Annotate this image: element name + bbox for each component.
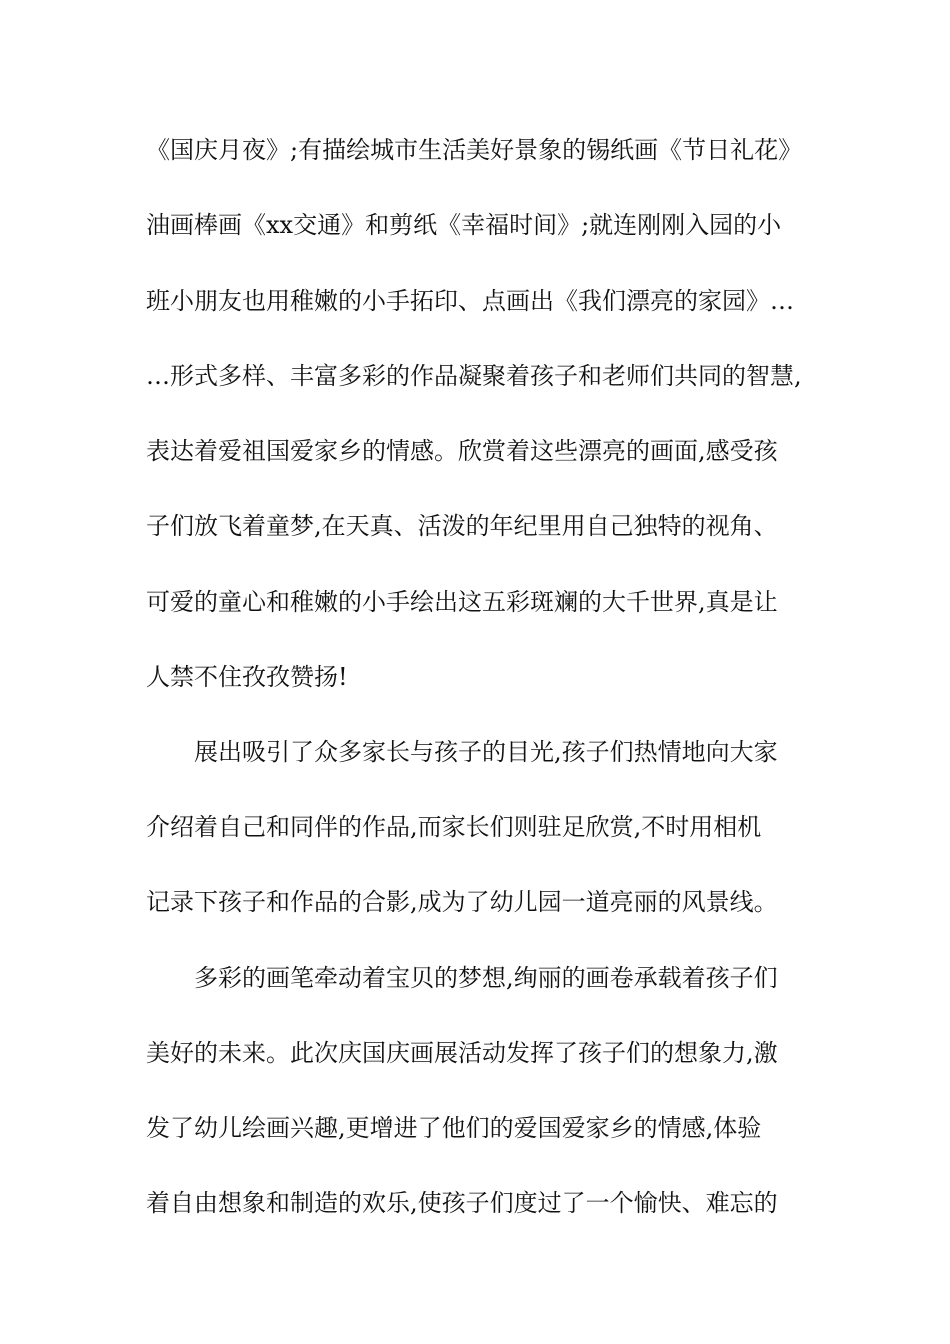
paragraph-first-line: 展出吸引了众多家长与孩子的目光,孩子们热情地向大家 xyxy=(194,738,778,766)
text-line: 记录下孩子和作品的合影,成为了幼儿园一道亮丽的风景线。 xyxy=(146,888,778,916)
text-line: 美好的未来。此次庆国庆画展活动发挥了孩子们的想象力,激 xyxy=(146,1039,778,1067)
text-line: 介绍着自己和同伴的作品,而家长们则驻足欣赏,不时用相机 xyxy=(146,813,762,841)
text-line: 可爱的童心和稚嫩的小手绘出这五彩斑斓的大千世界,真是让 xyxy=(146,588,778,616)
text-line: 子们放飞着童梦,在天真、活泼的年纪里用自己独特的视角、 xyxy=(146,512,778,540)
text-line: 人禁不住孜孜赞扬! xyxy=(146,663,348,691)
text-line: 着自由想象和制造的欢乐,使孩子们度过了一个愉快、难忘的 xyxy=(146,1189,778,1217)
text-line: 《国庆月夜》;有描绘城市生活美好景象的锡纸画《节日礼花》 xyxy=(146,136,803,164)
paragraph-first-line: 多彩的画笔牵动着宝贝的梦想,绚丽的画卷承载着孩子们 xyxy=(194,964,778,992)
text-line: 发了幼儿绘画兴趣,更增进了他们的爱国爱家乡的情感,体验 xyxy=(146,1114,762,1142)
text-line: …形式多样、丰富多彩的作品凝聚着孩子和老师们共同的智慧, xyxy=(146,362,802,390)
text-line: 油画棒画《xx交通》和剪纸《幸福时间》;就连刚刚入园的小 xyxy=(146,211,782,239)
text-line: 班小朋友也用稚嫩的小手拓印、点画出《我们漂亮的家园》… xyxy=(146,287,794,315)
text-line: 表达着爱祖国爱家乡的情感。欣赏着这些漂亮的画面,感受孩 xyxy=(146,437,778,465)
